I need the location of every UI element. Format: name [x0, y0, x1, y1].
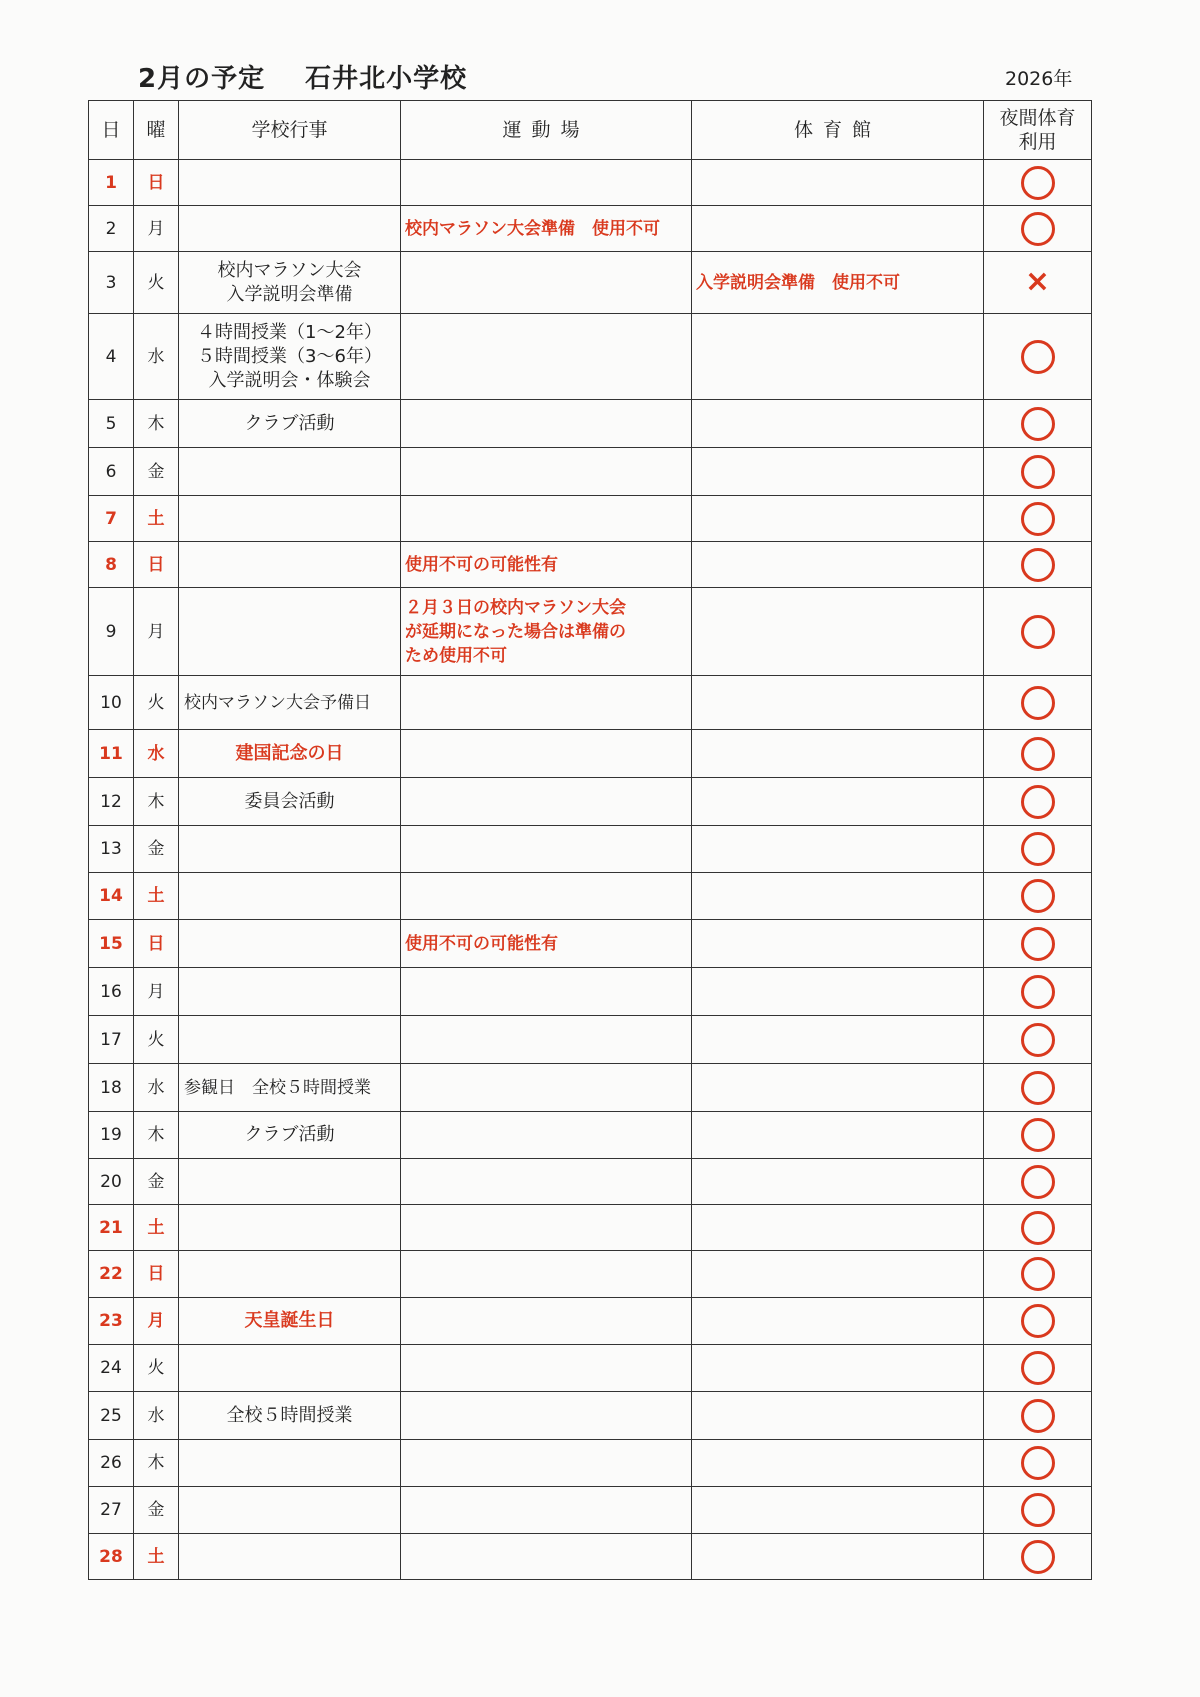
field-cell	[401, 1112, 692, 1159]
event-text: 全校５時間授業	[226, 1404, 353, 1426]
title-month: 2月の予定	[138, 64, 266, 94]
field-cell	[401, 873, 692, 920]
gym-cell	[692, 920, 984, 968]
table-row	[89, 1064, 1092, 1112]
weekday-cell: 土	[134, 496, 179, 542]
day-cell: 24	[89, 1345, 134, 1392]
field-cell	[401, 1251, 692, 1298]
day-cell: 20	[89, 1159, 134, 1205]
gym-cell	[692, 1064, 984, 1112]
event-text: ４時間授業（1～2年）	[197, 321, 382, 343]
circle-mark-icon	[1021, 1493, 1055, 1527]
field-cell	[401, 588, 692, 676]
day-cell: 19	[89, 1112, 134, 1159]
weekday-cell: 日	[134, 160, 179, 206]
gym-cell	[692, 496, 984, 542]
table-row	[89, 252, 1092, 314]
field-cell	[401, 160, 692, 206]
events-cell	[179, 1298, 401, 1345]
circle-mark-icon	[1021, 1304, 1055, 1338]
night-use-cell	[984, 730, 1092, 778]
day-cell: 22	[89, 1251, 134, 1298]
weekday-cell: 日	[134, 1251, 179, 1298]
gym-cell	[692, 1487, 984, 1534]
field-cell	[401, 730, 692, 778]
field-cell	[401, 1205, 692, 1251]
table-row	[89, 778, 1092, 826]
field-note: 使用不可の可能性有	[405, 933, 558, 954]
day-cell: 5	[89, 400, 134, 448]
weekday-cell: 金	[134, 826, 179, 873]
field-cell	[401, 496, 692, 542]
field-cell	[401, 920, 692, 968]
events-cell	[179, 1392, 401, 1440]
night-use-cell	[984, 314, 1092, 400]
field-cell	[401, 448, 692, 496]
day-cell: 13	[89, 826, 134, 873]
field-cell	[401, 1392, 692, 1440]
field-cell	[401, 1064, 692, 1112]
event-text: 委員会活動	[244, 790, 335, 812]
weekday-cell: 木	[134, 400, 179, 448]
day-cell: 28	[89, 1534, 134, 1580]
field-cell	[401, 676, 692, 730]
year-label: 2026年	[1005, 68, 1073, 90]
table-row	[89, 1487, 1092, 1534]
day-cell: 15	[89, 920, 134, 968]
weekday-cell: 日	[134, 542, 179, 588]
events-cell	[179, 1159, 401, 1205]
title-school: 石井北小学校	[305, 64, 468, 94]
night-use-cell	[984, 1251, 1092, 1298]
gym-cell	[692, 1112, 984, 1159]
table-row	[89, 826, 1092, 873]
day-cell: 21	[89, 1205, 134, 1251]
gym-cell	[692, 968, 984, 1016]
gym-cell	[692, 1159, 984, 1205]
weekday-cell: 火	[134, 252, 179, 314]
table-row	[89, 1345, 1092, 1392]
gym-cell	[692, 160, 984, 206]
circle-mark-icon	[1021, 1257, 1055, 1291]
weekday-cell: 水	[134, 730, 179, 778]
circle-mark-icon	[1021, 927, 1055, 961]
circle-mark-icon	[1021, 615, 1055, 649]
circle-mark-icon	[1021, 1540, 1055, 1574]
night-use-cell	[984, 496, 1092, 542]
header-row	[89, 101, 1092, 160]
gym-cell	[692, 1345, 984, 1392]
event-text: ５時間授業（3～6年）	[197, 345, 382, 367]
event-text: クラブ活動	[244, 412, 335, 434]
night-use-cell	[984, 1345, 1092, 1392]
night-use-cell	[984, 1392, 1092, 1440]
table-row	[89, 1159, 1092, 1205]
field-cell	[401, 1345, 692, 1392]
events-cell	[179, 1016, 401, 1064]
night-use-cell	[984, 542, 1092, 588]
events-cell	[179, 676, 401, 730]
gym-cell	[692, 676, 984, 730]
event-text: 建国記念の日	[235, 742, 344, 764]
field-note: ２月３日の校内マラソン大会	[405, 597, 626, 618]
events-cell	[179, 1487, 401, 1534]
circle-mark-icon	[1021, 1399, 1055, 1433]
table-row	[89, 588, 1092, 676]
gym-cell	[692, 314, 984, 400]
gym-cell	[692, 778, 984, 826]
gym-cell	[692, 542, 984, 588]
weekday-cell: 水	[134, 1064, 179, 1112]
field-cell	[401, 1159, 692, 1205]
circle-mark-icon	[1021, 785, 1055, 819]
events-cell	[179, 206, 401, 252]
field-cell	[401, 206, 692, 252]
day-cell: 12	[89, 778, 134, 826]
events-cell	[179, 778, 401, 826]
night-use-cell	[984, 1112, 1092, 1159]
day-cell: 18	[89, 1064, 134, 1112]
night-use-cell	[984, 1016, 1092, 1064]
night-use-cell	[984, 1298, 1092, 1345]
circle-mark-icon	[1021, 1023, 1055, 1057]
gym-cell	[692, 1016, 984, 1064]
night-use-cell	[984, 588, 1092, 676]
day-cell: 27	[89, 1487, 134, 1534]
field-cell	[401, 968, 692, 1016]
circle-mark-icon	[1021, 975, 1055, 1009]
event-text: 参観日 全校５時間授業	[184, 1077, 371, 1098]
header-events: 学校行事	[179, 101, 401, 160]
table-row	[89, 314, 1092, 400]
day-cell: 3	[89, 252, 134, 314]
weekday-cell: 土	[134, 1534, 179, 1580]
night-use-cell	[984, 920, 1092, 968]
weekday-cell: 火	[134, 1345, 179, 1392]
gym-cell	[692, 1298, 984, 1345]
table-row	[89, 1534, 1092, 1580]
field-cell	[401, 1487, 692, 1534]
header-night-line2: 利用	[1018, 131, 1057, 153]
night-use-cell	[984, 400, 1092, 448]
circle-mark-icon	[1021, 455, 1055, 489]
table-row	[89, 448, 1092, 496]
event-text: 入学説明会・体験会	[208, 369, 371, 391]
weekday-cell: 木	[134, 1440, 179, 1487]
weekday-cell: 金	[134, 1487, 179, 1534]
circle-mark-icon	[1021, 548, 1055, 582]
gym-cell	[692, 873, 984, 920]
events-cell	[179, 1064, 401, 1112]
night-use-cell	[984, 1159, 1092, 1205]
events-cell	[179, 314, 401, 400]
gym-cell	[692, 1251, 984, 1298]
field-cell	[401, 826, 692, 873]
event-text: 天皇誕生日	[244, 1310, 335, 1331]
night-use-cell	[984, 206, 1092, 252]
field-cell	[401, 314, 692, 400]
events-cell	[179, 873, 401, 920]
night-use-cell	[984, 252, 1092, 314]
events-cell	[179, 588, 401, 676]
weekday-cell: 月	[134, 206, 179, 252]
events-cell	[179, 252, 401, 314]
table-row	[89, 542, 1092, 588]
circle-mark-icon	[1021, 832, 1055, 866]
header-gym: 体育館	[692, 101, 984, 160]
header-night	[984, 101, 1092, 160]
table-row	[89, 206, 1092, 252]
night-use-cell	[984, 1534, 1092, 1580]
field-cell	[401, 778, 692, 826]
events-cell	[179, 730, 401, 778]
gym-cell	[692, 1392, 984, 1440]
header-day: 日	[89, 101, 134, 160]
field-cell	[401, 1016, 692, 1064]
gym-cell	[692, 448, 984, 496]
day-cell: 8	[89, 542, 134, 588]
weekday-cell: 水	[134, 314, 179, 400]
table-row	[89, 1112, 1092, 1159]
field-cell	[401, 252, 692, 314]
night-use-cell	[984, 826, 1092, 873]
day-cell: 17	[89, 1016, 134, 1064]
day-cell: 1	[89, 160, 134, 206]
weekday-cell: 土	[134, 1205, 179, 1251]
table-row	[89, 1392, 1092, 1440]
field-note: 使用不可の可能性有	[405, 554, 558, 575]
events-cell	[179, 448, 401, 496]
gym-cell	[692, 826, 984, 873]
weekday-cell: 火	[134, 676, 179, 730]
night-use-cell	[984, 1205, 1092, 1251]
gym-cell	[692, 1534, 984, 1580]
events-cell	[179, 826, 401, 873]
event-text: 校内マラソン大会予備日	[184, 692, 371, 713]
weekday-cell: 金	[134, 1159, 179, 1205]
table-row	[89, 496, 1092, 542]
night-use-cell	[984, 778, 1092, 826]
weekday-cell: 土	[134, 873, 179, 920]
table-row	[89, 920, 1092, 968]
events-cell	[179, 1205, 401, 1251]
day-cell: 10	[89, 676, 134, 730]
day-cell: 16	[89, 968, 134, 1016]
day-cell: 4	[89, 314, 134, 400]
schedule-table	[88, 100, 1092, 1580]
circle-mark-icon	[1021, 879, 1055, 913]
weekday-cell: 木	[134, 1112, 179, 1159]
day-cell: 7	[89, 496, 134, 542]
gym-cell	[692, 588, 984, 676]
field-note: が延期になった場合は準備の	[405, 621, 626, 642]
events-cell	[179, 1251, 401, 1298]
circle-mark-icon	[1021, 502, 1055, 536]
header-weekday: 曜	[134, 101, 179, 160]
field-cell	[401, 1534, 692, 1580]
weekday-cell: 金	[134, 448, 179, 496]
day-cell: 26	[89, 1440, 134, 1487]
night-use-cell	[984, 968, 1092, 1016]
gym-cell	[692, 1440, 984, 1487]
night-use-cell	[984, 1487, 1092, 1534]
table-row	[89, 1440, 1092, 1487]
day-cell: 14	[89, 873, 134, 920]
event-text: 校内マラソン大会	[217, 259, 362, 281]
gym-cell	[692, 252, 984, 314]
field-cell	[401, 1298, 692, 1345]
circle-mark-icon	[1021, 1165, 1055, 1199]
night-use-cell	[984, 1440, 1092, 1487]
day-cell: 9	[89, 588, 134, 676]
day-cell: 25	[89, 1392, 134, 1440]
table-row	[89, 730, 1092, 778]
day-cell: 23	[89, 1298, 134, 1345]
events-cell	[179, 542, 401, 588]
gym-cell	[692, 400, 984, 448]
events-cell	[179, 1345, 401, 1392]
table-row	[89, 160, 1092, 206]
weekday-cell: 月	[134, 968, 179, 1016]
events-cell	[179, 1440, 401, 1487]
cross-mark-icon: ×	[1024, 264, 1051, 299]
weekday-cell: 月	[134, 588, 179, 676]
events-cell	[179, 496, 401, 542]
circle-mark-icon	[1021, 686, 1055, 720]
field-note: 校内マラソン大会準備 使用不可	[405, 218, 660, 239]
table-row	[89, 873, 1092, 920]
field-cell	[401, 1440, 692, 1487]
day-cell: 11	[89, 730, 134, 778]
night-use-cell	[984, 160, 1092, 206]
table-row	[89, 1016, 1092, 1064]
night-use-cell	[984, 676, 1092, 730]
weekday-cell: 水	[134, 1392, 179, 1440]
field-cell	[401, 400, 692, 448]
night-use-cell	[984, 448, 1092, 496]
table-row	[89, 1298, 1092, 1345]
event-text: 入学説明会準備	[226, 283, 353, 305]
table-row	[89, 400, 1092, 448]
gym-note: 入学説明会準備 使用不可	[696, 272, 900, 293]
night-use-cell	[984, 1064, 1092, 1112]
events-cell	[179, 400, 401, 448]
day-cell: 2	[89, 206, 134, 252]
day-cell: 6	[89, 448, 134, 496]
circle-mark-icon	[1021, 1446, 1055, 1480]
table-row	[89, 676, 1092, 730]
table-row	[89, 968, 1092, 1016]
circle-mark-icon	[1021, 212, 1055, 246]
gym-cell	[692, 206, 984, 252]
circle-mark-icon	[1021, 1071, 1055, 1105]
weekday-cell: 日	[134, 920, 179, 968]
events-cell	[179, 160, 401, 206]
events-cell	[179, 1112, 401, 1159]
field-note: ため使用不可	[405, 645, 507, 666]
page-title	[138, 58, 467, 95]
circle-mark-icon	[1021, 340, 1055, 374]
events-cell	[179, 968, 401, 1016]
schedule-body	[89, 160, 1092, 1580]
circle-mark-icon	[1021, 1351, 1055, 1385]
field-cell	[401, 542, 692, 588]
circle-mark-icon	[1021, 166, 1055, 200]
gym-cell	[692, 730, 984, 778]
circle-mark-icon	[1021, 737, 1055, 771]
night-use-cell	[984, 873, 1092, 920]
header-night-line1: 夜間体育	[999, 107, 1076, 129]
weekday-cell: 月	[134, 1298, 179, 1345]
event-text: クラブ活動	[244, 1124, 335, 1145]
gym-cell	[692, 1205, 984, 1251]
weekday-cell: 火	[134, 1016, 179, 1064]
circle-mark-icon	[1021, 407, 1055, 441]
events-cell	[179, 1534, 401, 1580]
weekday-cell: 木	[134, 778, 179, 826]
events-cell	[179, 920, 401, 968]
circle-mark-icon	[1021, 1118, 1055, 1152]
header-field: 運動場	[401, 101, 692, 160]
circle-mark-icon	[1021, 1211, 1055, 1245]
table-row	[89, 1251, 1092, 1298]
table-row	[89, 1205, 1092, 1251]
